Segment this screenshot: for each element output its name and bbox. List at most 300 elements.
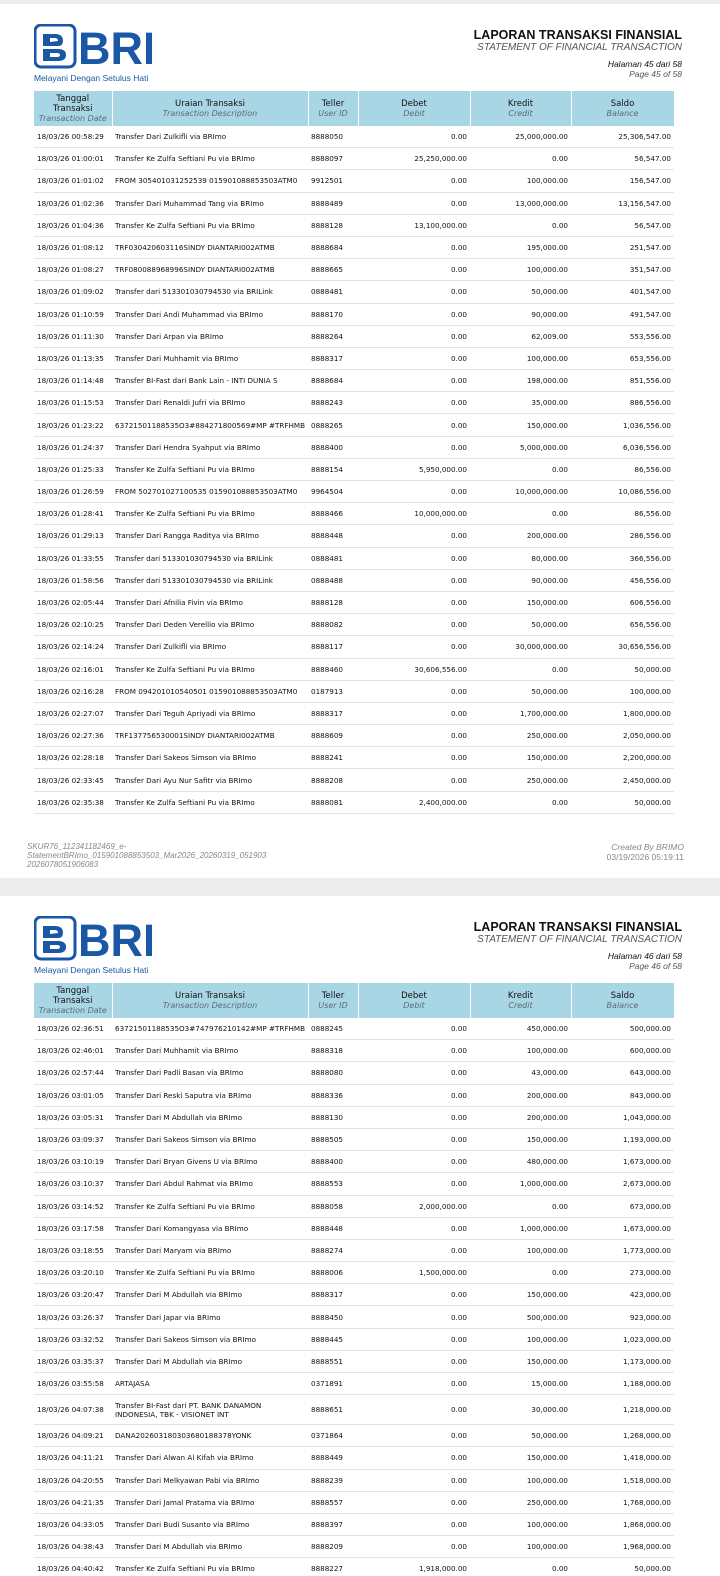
transaction-description: Transfer Ke Zulfa Seftiani Pu via BRImo [112,1195,308,1217]
table-row [34,1106,674,1128]
balance-amount: 1,673,000.00 [571,1151,674,1173]
table-row [34,1217,674,1239]
transaction-description: Transfer Dari Afnilia Fivin via BRImo [112,591,308,613]
balance-amount: 1,188,000.00 [571,1373,674,1395]
debit-amount: 1,918,000.00 [358,1558,470,1576]
table-row [34,1469,674,1491]
table-row [34,503,674,525]
report-header [474,920,682,971]
balance-amount: 1,418,000.00 [571,1447,674,1469]
debit-amount: 0.00 [358,769,470,791]
transaction-date: 18/03/26 02:16:01 [34,658,112,680]
table-row [34,1284,674,1306]
column-header [470,983,571,1018]
transaction-date: 18/03/26 02:46:01 [34,1040,112,1062]
balance-amount: 286,556.00 [571,525,674,547]
debit-amount: 0.00 [358,170,470,192]
balance-amount: 456,556.00 [571,569,674,591]
bri-logo [34,24,164,88]
transaction-description: Transfer BI-Fast dari Bank Lain - INTI DUNIA S [112,370,308,392]
debit-amount: 30,606,556.00 [358,658,470,680]
report-title: LAPORAN TRANSAKSI FINANSIAL [473,28,682,42]
transaction-description: Transfer Ke Zulfa Seftiani Pu via BRImo [112,214,308,236]
transaction-description: Transfer Dari Melkyawan Pabi via BRImo [112,1469,308,1491]
balance-amount: 1,218,000.00 [571,1395,674,1425]
transaction-date: 18/03/26 01:13:35 [34,347,112,369]
debit-amount: 0.00 [358,636,470,658]
balance-amount: 351,547.00 [571,259,674,281]
teller-id: 8888651 [308,1395,358,1425]
credit-amount: 250,000.00 [470,1491,571,1513]
reference-line-2: StatementBRImo_015901088853503_Mar2026_20260319_051903 [27,851,267,860]
teller-id: 0371891 [308,1373,358,1395]
transaction-date: 18/03/26 02:27:36 [34,725,112,747]
transaction-date: 18/03/26 02:35:38 [34,791,112,813]
balance-amount: 673,000.00 [571,1195,674,1217]
balance-amount: 1,673,000.00 [571,1217,674,1239]
table-row [34,569,674,591]
transaction-description: Transfer Ke Zulfa Seftiani Pu via BRImo [112,503,308,525]
column-label-en: Transaction Description [162,1001,258,1010]
balance-amount: 273,000.00 [571,1262,674,1284]
teller-id: 8888450 [308,1306,358,1328]
table-row [34,259,674,281]
transaction-date: 18/03/26 02:33:45 [34,769,112,791]
debit-amount: 5,950,000.00 [358,458,470,480]
table-header [34,91,674,126]
teller-id: 8888466 [308,503,358,525]
transaction-date: 18/03/26 01:58:56 [34,569,112,591]
debit-amount: 0.00 [358,1536,470,1558]
transaction-date: 18/03/26 01:11:30 [34,325,112,347]
balance-amount: 1,800,000.00 [571,702,674,724]
balance-amount: 2,050,000.00 [571,725,674,747]
transaction-description: Transfer Dari Muhhamit via BRImo [112,1040,308,1062]
debit-amount: 0.00 [358,392,470,414]
transaction-description: Transfer Dari Renaldi Jufri via BRImo [112,392,308,414]
teller-id: 0888265 [308,414,358,436]
teller-id: 8888208 [308,769,358,791]
table-row [34,1447,674,1469]
balance-amount: 251,547.00 [571,236,674,258]
transaction-date: 18/03/26 03:35:37 [34,1350,112,1372]
transaction-date: 18/03/26 02:14:24 [34,636,112,658]
credit-amount: 0.00 [470,503,571,525]
credit-amount: 15,000.00 [470,1373,571,1395]
transaction-description: Transfer Dari Reski Saputra via BRImo [112,1084,308,1106]
debit-amount: 1,500,000.00 [358,1262,470,1284]
table-row [34,1491,674,1513]
transaction-date: 18/03/26 04:07:38 [34,1395,112,1425]
debit-amount: 0.00 [358,591,470,613]
svg-text:BRI: BRI [78,916,152,962]
balance-amount: 1,023,000.00 [571,1328,674,1350]
table-row [34,436,674,458]
debit-amount: 0.00 [358,747,470,769]
debit-amount: 0.00 [358,1395,470,1425]
balance-amount: 2,673,000.00 [571,1173,674,1195]
credit-amount: 90,000.00 [470,569,571,591]
credit-amount: 43,000.00 [470,1062,571,1084]
teller-id: 8888397 [308,1513,358,1535]
credit-amount: 1,000,000.00 [470,1217,571,1239]
transaction-date: 18/03/26 01:09:02 [34,281,112,303]
teller-id: 8888460 [308,658,358,680]
transaction-description: ARTAJASA [112,1373,308,1395]
table-row [34,1173,674,1195]
column-label: Debet [401,99,427,109]
column-header [470,91,571,126]
credit-amount: 150,000.00 [470,1447,571,1469]
teller-id: 8888317 [308,702,358,724]
report-header [474,28,682,79]
transaction-description: Transfer Dari M Abdullah via BRImo [112,1536,308,1558]
transaction-description: Transfer Dari Komangyasa via BRImo [112,1217,308,1239]
transaction-description: DANA202603180303680188378YONK [112,1425,308,1447]
transaction-description: Transfer Dari Sakeos Simson via BRImo [112,747,308,769]
column-label-en: Credit [508,109,533,118]
debit-amount: 0.00 [358,1151,470,1173]
teller-id: 8888445 [308,1328,358,1350]
balance-amount: 606,556.00 [571,591,674,613]
credit-amount: 150,000.00 [470,1350,571,1372]
balance-amount: 86,556.00 [571,458,674,480]
debit-amount: 0.00 [358,1373,470,1395]
debit-amount: 0.00 [358,1217,470,1239]
statement-page-46 [0,896,720,1576]
debit-amount: 0.00 [358,192,470,214]
transaction-date: 18/03/26 02:28:18 [34,747,112,769]
teller-id: 9912501 [308,170,358,192]
transaction-date: 18/03/26 02:36:51 [34,1018,112,1040]
teller-id: 8888400 [308,1151,358,1173]
teller-id: 8888058 [308,1195,358,1217]
credit-amount: 200,000.00 [470,1106,571,1128]
column-label: Uraian Transaksi [175,991,245,1001]
transaction-date: 18/03/26 01:10:59 [34,303,112,325]
transaction-description: Transfer Dari Deden Verellio via BRImo [112,614,308,636]
transaction-description: Transfer Dari Sakeos Simson via BRImo [112,1128,308,1150]
balance-amount: 100,000.00 [571,680,674,702]
teller-id: 8888050 [308,126,358,148]
column-header [34,983,112,1018]
credit-amount: 250,000.00 [470,769,571,791]
transaction-description: Transfer Dari Andi Muhammad via BRImo [112,303,308,325]
statement-reference [27,842,266,869]
balance-amount: 600,000.00 [571,1040,674,1062]
credit-amount: 0.00 [470,658,571,680]
created-at: 03/19/2026 05:19:11 [606,852,684,862]
transaction-table [34,91,675,814]
transaction-description: Transfer Ke Zulfa Seftiani Pu via BRImo [112,791,308,813]
transaction-date: 18/03/26 03:09:37 [34,1128,112,1150]
transaction-description: FROM 305401031252539 015901088853503ATM0 [112,170,308,192]
teller-id: 0187913 [308,680,358,702]
transaction-date: 18/03/26 03:17:58 [34,1217,112,1239]
debit-amount: 0.00 [358,1350,470,1372]
table-row [34,281,674,303]
balance-amount: 401,547.00 [571,281,674,303]
balance-amount: 50,000.00 [571,791,674,813]
debit-amount: 0.00 [358,1062,470,1084]
transaction-description: Transfer Dari Alwan Al Kifah via BRImo [112,1447,308,1469]
balance-amount: 500,000.00 [571,1018,674,1040]
balance-amount: 30,656,556.00 [571,636,674,658]
column-header [112,983,308,1018]
transaction-description: Transfer dari 513301030794530 via BRILink [112,281,308,303]
created-info [607,842,684,862]
balance-amount: 1,036,556.00 [571,414,674,436]
debit-amount: 0.00 [358,1040,470,1062]
column-label: Tanggal Transaksi [53,986,93,1006]
teller-id: 8888400 [308,436,358,458]
transaction-date: 18/03/26 01:04:36 [34,214,112,236]
teller-id: 9964504 [308,481,358,503]
teller-id: 0371864 [308,1425,358,1447]
transaction-date: 18/03/26 03:20:10 [34,1262,112,1284]
transaction-date: 18/03/26 02:16:28 [34,680,112,702]
svg-text:BRI: BRI [78,24,152,70]
transaction-description: Transfer Dari Zulkifli via BRImo [112,636,308,658]
transaction-date: 18/03/26 02:57:44 [34,1062,112,1084]
credit-amount: 100,000.00 [470,259,571,281]
credit-amount: 0.00 [470,1262,571,1284]
transaction-date: 18/03/26 01:00:01 [34,148,112,170]
transaction-description: Transfer Dari Sakeos Simson via BRImo [112,1328,308,1350]
balance-amount: 1,518,000.00 [571,1469,674,1491]
credit-amount: 100,000.00 [470,347,571,369]
transaction-description: Transfer BI-Fast dari PT. BANK DANAMON INDONESIA, TBK - VISIONET INT [112,1395,308,1425]
teller-id: 8888154 [308,458,358,480]
transaction-date: 18/03/26 03:01:05 [34,1084,112,1106]
credit-amount: 150,000.00 [470,1128,571,1150]
report-subtitle: STATEMENT OF FINANCIAL TRANSACTION [477,934,682,945]
credit-amount: 90,000.00 [470,303,571,325]
debit-amount: 0.00 [358,281,470,303]
balance-amount: 13,156,547.00 [571,192,674,214]
column-label-en: Transaction Date [38,114,107,123]
balance-amount: 886,556.00 [571,392,674,414]
column-header [571,91,674,126]
teller-id: 8888081 [308,791,358,813]
transaction-date: 18/03/26 01:33:55 [34,547,112,569]
table-row [34,636,674,658]
balance-amount: 86,556.00 [571,503,674,525]
transaction-description: Transfer dari 513301030794530 via BRILink [112,569,308,591]
column-label: Saldo [610,991,635,1001]
transaction-description: Transfer Ke Zulfa Seftiani Pu via BRImo [112,1262,308,1284]
table-row [34,1395,674,1425]
debit-amount: 0.00 [358,1513,470,1535]
transaction-description: Transfer dari 513301030794530 via BRILink [112,547,308,569]
transaction-date: 18/03/26 01:28:41 [34,503,112,525]
teller-id: 0888488 [308,569,358,591]
transaction-date: 18/03/26 03:20:47 [34,1284,112,1306]
transaction-date: 18/03/26 04:21:35 [34,1491,112,1513]
table-row [34,236,674,258]
table-row [34,370,674,392]
teller-id: 8888130 [308,1106,358,1128]
debit-amount: 0.00 [358,1328,470,1350]
balance-amount: 56,547.00 [571,214,674,236]
transaction-date: 18/03/26 01:14:48 [34,370,112,392]
debit-amount: 0.00 [358,725,470,747]
balance-amount: 156,547.00 [571,170,674,192]
transaction-date: 18/03/26 04:09:21 [34,1425,112,1447]
column-header [358,91,470,126]
column-header [571,983,674,1018]
teller-id: 8888128 [308,591,358,613]
credit-amount: 0.00 [470,1195,571,1217]
table-row [34,214,674,236]
column-header [34,91,112,126]
credit-amount: 450,000.00 [470,1018,571,1040]
credit-amount: 35,000.00 [470,392,571,414]
transaction-description: Transfer Dari M Abdullah via BRImo [112,1106,308,1128]
column-label-en: Transaction Date [38,1006,107,1015]
transaction-description: Transfer Dari Abdul Rahmat via BRImo [112,1173,308,1195]
debit-amount: 0.00 [358,1106,470,1128]
teller-id: 0888481 [308,547,358,569]
table-row [34,702,674,724]
teller-id: 8888336 [308,1084,358,1106]
balance-amount: 366,556.00 [571,547,674,569]
transaction-description: TRF137756530001SINDY DIANTARI002ATMB [112,725,308,747]
debit-amount: 0.00 [358,702,470,724]
credit-amount: 100,000.00 [470,1513,571,1535]
transaction-date: 18/03/26 01:24:37 [34,436,112,458]
debit-amount: 0.00 [358,1306,470,1328]
transaction-date: 18/03/26 01:29:13 [34,525,112,547]
debit-amount: 0.00 [358,1447,470,1469]
table-row [34,481,674,503]
debit-amount: 0.00 [358,614,470,636]
table-row [34,769,674,791]
credit-amount: 480,000.00 [470,1151,571,1173]
teller-id: 8888243 [308,392,358,414]
credit-amount: 5,000,000.00 [470,436,571,458]
transaction-description: Transfer Dari Jamal Pratama via BRImo [112,1491,308,1513]
page-number-en: Page 45 of 58 [629,69,682,79]
balance-amount: 10,086,556.00 [571,481,674,503]
balance-amount: 1,773,000.00 [571,1239,674,1261]
debit-amount: 0.00 [358,1425,470,1447]
teller-id: 8888006 [308,1262,358,1284]
transaction-date: 18/03/26 01:26:59 [34,481,112,503]
transaction-date: 18/03/26 03:14:52 [34,1195,112,1217]
transaction-description: Transfer Dari Muhammad Tang via BRImo [112,192,308,214]
credit-amount: 0.00 [470,148,571,170]
table-row [34,148,674,170]
debit-amount: 0.00 [358,1491,470,1513]
column-label: Uraian Transaksi [175,99,245,109]
table-row [34,1558,674,1576]
transaction-date: 18/03/26 00:58:29 [34,126,112,148]
column-label-en: Debit [403,109,425,118]
created-by: Created By BRIMO [611,842,684,852]
credit-amount: 150,000.00 [470,747,571,769]
credit-amount: 100,000.00 [470,1536,571,1558]
table-row [34,725,674,747]
balance-amount: 423,000.00 [571,1284,674,1306]
table-row [34,192,674,214]
teller-id: 8888128 [308,214,358,236]
debit-amount: 0.00 [358,1084,470,1106]
table-row [34,1040,674,1062]
credit-amount: 100,000.00 [470,1239,571,1261]
transaction-description: TRF080088968996SINDY DIANTARI002ATMB [112,259,308,281]
table-row [34,1306,674,1328]
credit-amount: 1,000,000.00 [470,1173,571,1195]
column-label: Teller [321,99,345,109]
table-row [34,1513,674,1535]
debit-amount: 0.00 [358,525,470,547]
debit-amount: 0.00 [358,1128,470,1150]
teller-id: 8888609 [308,725,358,747]
table-row [34,1151,674,1173]
transaction-date: 18/03/26 02:27:07 [34,702,112,724]
debit-amount: 0.00 [358,259,470,281]
teller-id: 8888080 [308,1062,358,1084]
credit-amount: 198,000.00 [470,370,571,392]
credit-amount: 150,000.00 [470,1284,571,1306]
teller-id: 8888239 [308,1469,358,1491]
balance-amount: 643,000.00 [571,1062,674,1084]
table-row [34,1018,674,1040]
table-row [34,1062,674,1084]
balance-amount: 851,556.00 [571,370,674,392]
page-number-en: Page 46 of 58 [629,961,682,971]
table-row [34,525,674,547]
teller-id: 8888684 [308,370,358,392]
credit-amount: 50,000.00 [470,281,571,303]
transaction-description: Transfer Dari Zulkifli via BRImo [112,126,308,148]
transaction-date: 18/03/26 01:01:02 [34,170,112,192]
reference-line-1: SKUR76_112341182469_e- [27,842,127,851]
balance-amount: 56,547.00 [571,148,674,170]
debit-amount: 0.00 [358,370,470,392]
column-label: Debet [401,991,427,1001]
credit-amount: 30,000,000.00 [470,636,571,658]
credit-amount: 62,009.00 [470,325,571,347]
transaction-description: FROM 094201010540501 015901088853503ATM0 [112,680,308,702]
table-row [34,1195,674,1217]
brand-tagline: Melayani Dengan Setulus Hati [34,73,149,83]
teller-id: 8888274 [308,1239,358,1261]
credit-amount: 200,000.00 [470,1084,571,1106]
teller-id: 8888264 [308,325,358,347]
transaction-table [34,983,675,1576]
column-header [308,983,358,1018]
balance-amount: 1,968,000.00 [571,1536,674,1558]
column-header [358,983,470,1018]
debit-amount: 0.00 [358,680,470,702]
balance-amount: 843,000.00 [571,1084,674,1106]
credit-amount: 250,000.00 [470,725,571,747]
transaction-description: TRF030420603116SINDY DIANTARI002ATMB [112,236,308,258]
transaction-description: Transfer Dari Muhhamit via BRImo [112,347,308,369]
credit-amount: 80,000.00 [470,547,571,569]
column-header [112,91,308,126]
credit-amount: 200,000.00 [470,525,571,547]
debit-amount: 0.00 [358,347,470,369]
transaction-date: 18/03/26 01:02:36 [34,192,112,214]
transaction-date: 18/03/26 03:26:37 [34,1306,112,1328]
debit-amount: 0.00 [358,569,470,591]
teller-id: 8888448 [308,525,358,547]
transaction-date: 18/03/26 01:15:53 [34,392,112,414]
table-row [34,1328,674,1350]
